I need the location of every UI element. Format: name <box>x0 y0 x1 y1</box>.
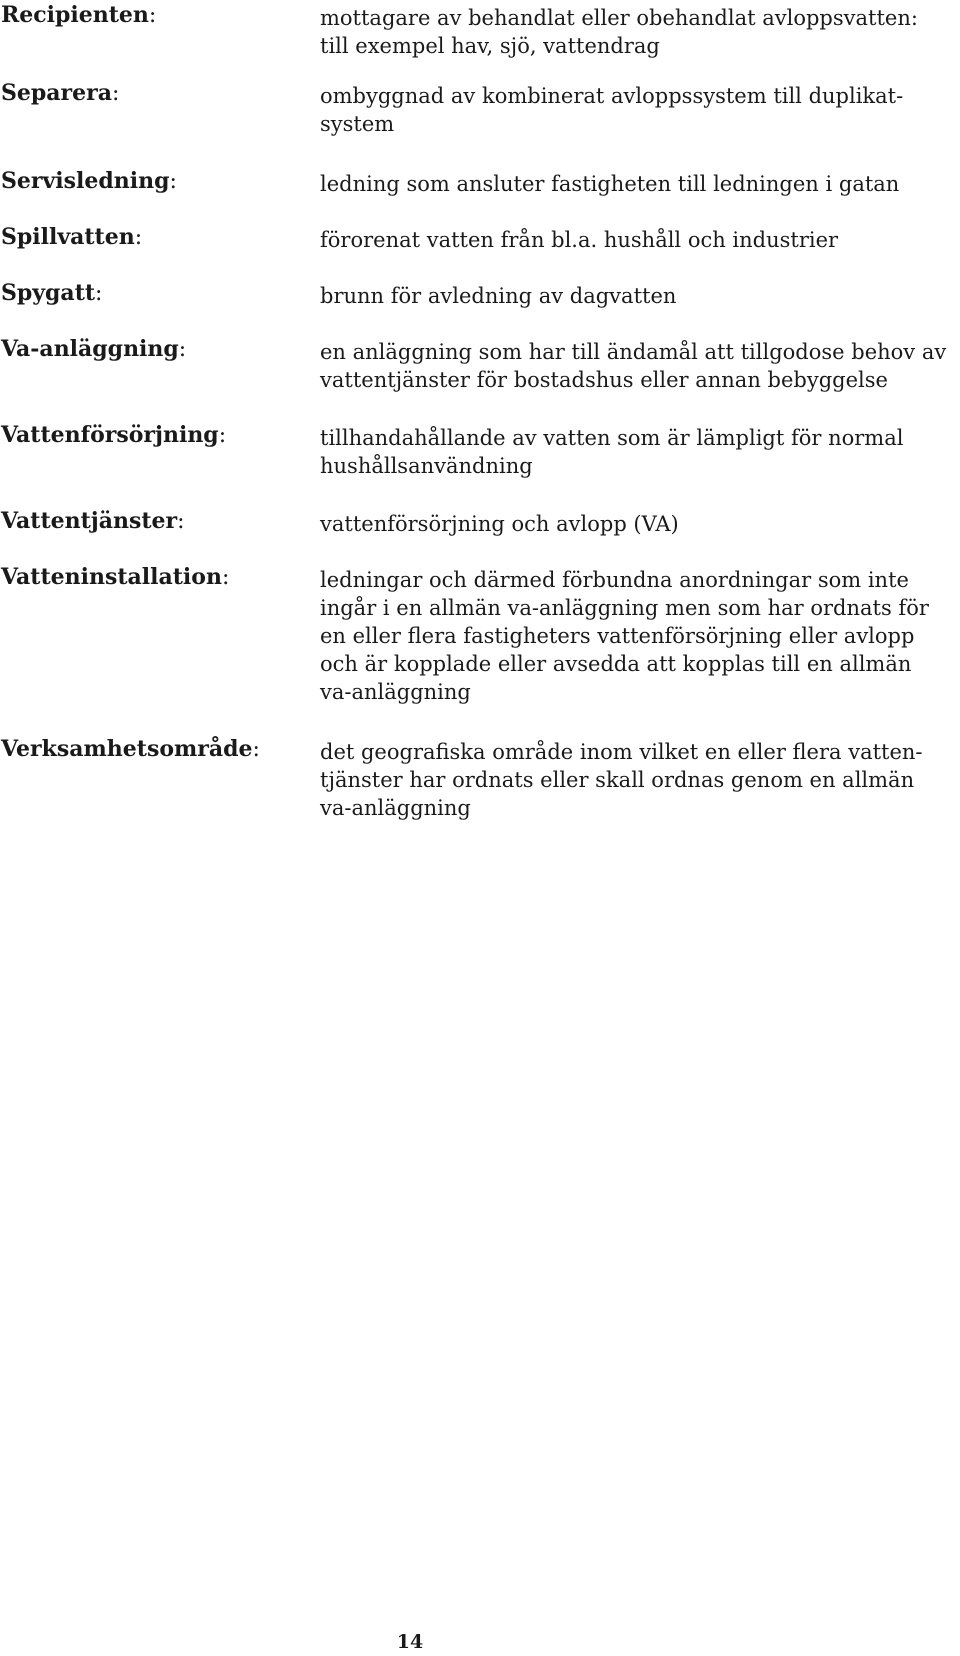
glossary-term: Recipienten: <box>1 2 157 28</box>
glossary-definition: tillhandahållande av vatten som är lämpligt för normal hushållsanvändning <box>320 426 904 478</box>
glossary-definition: en anläggning som har till ändamål att tillgodose behov av vattentjänster för bostadshus eller annan bebyggelse <box>320 340 947 392</box>
glossary-definition: ledning som ansluter fastigheten till ledningen i gatan <box>320 172 900 196</box>
glossary-term: Verksamhetsområde: <box>1 736 260 762</box>
glossary-definition: mottagare av behandlat eller obehandlat avloppsvatten: till exempel hav, sjö, vattendrag <box>320 6 918 58</box>
glossary-definition: förorenat vatten från bl.a. hushåll och industrier <box>320 228 839 252</box>
page-number: 14 <box>396 1631 424 1653</box>
glossary-definition: brunn för avledning av dagvatten <box>320 284 677 308</box>
glossary-definition: vattenförsörjning och avlopp (VA) <box>320 512 679 536</box>
glossary-term: Separera: <box>1 80 120 106</box>
glossary-definition: ombyggnad av kombinerat avloppssystem till duplikat- system <box>320 84 904 136</box>
glossary-term: Vattentjänster: <box>1 508 185 534</box>
glossary-term: Spygatt: <box>1 280 103 306</box>
glossary-term: Vattenförsörjning: <box>1 422 227 448</box>
glossary-definition: ledningar och därmed förbundna anordningar som inte ingår i en allmän va-anläggning men som har ordnats för en eller flera fastigheters vattenförsörjning eller avlopp och är kopplade eller avsedda att kopplas till en allmän va-anläggning <box>320 568 929 704</box>
glossary-term: Servisledning: <box>1 168 177 194</box>
glossary-term: Vatteninstallation: <box>1 564 230 590</box>
glossary-definition: det geografiska område inom vilket en eller flera vatten- tjänster har ordnats eller skall ordnas genom en allmän va-anläggning <box>320 740 923 820</box>
glossary-term: Va-anläggning: <box>1 336 187 362</box>
glossary-term: Spillvatten: <box>1 224 143 250</box>
